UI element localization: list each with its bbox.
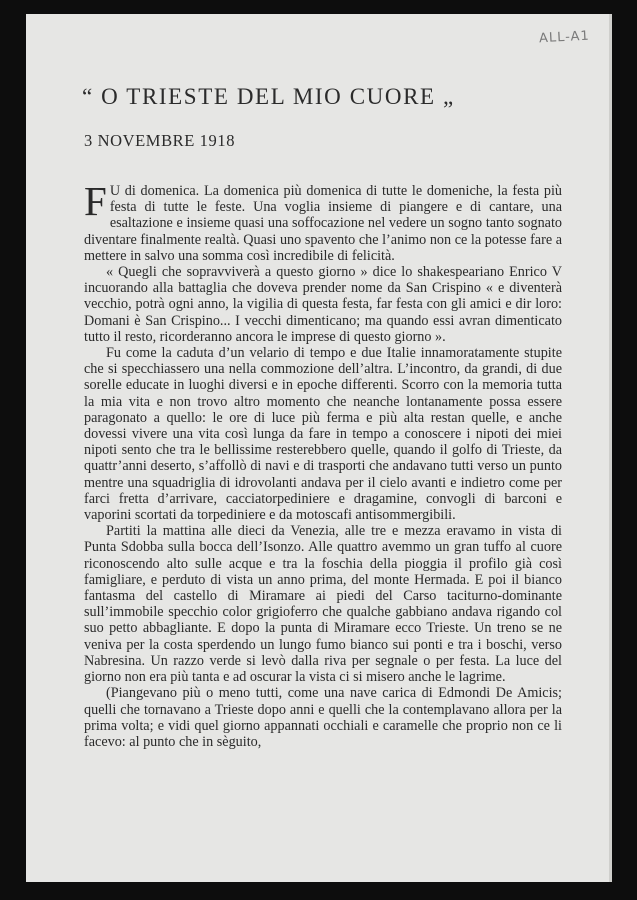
page-title: “ O TRIESTE DEL MIO CUORE „ xyxy=(82,84,455,109)
date-heading: 3 NOVEMBRE 1918 xyxy=(84,131,236,150)
handwritten-annotation: ALL-A1 xyxy=(538,28,591,47)
drop-cap: F xyxy=(84,178,107,224)
paragraph-3: Fu come la caduta d’un velario di tempo e due Italie innamoratamente stupite che si specchiassero una nella commozione dell’altra. L’incontro, da grandi, di due sorelle educate in luoghi diversi e in epoche differenti. Scorro con la memoria tutta la mia vita e non trovo altro momento che neanche lontanamente possa essere paragonato a quello: le ore di luce più ferma e più alta restan quelle, e anche dovessi vivere una vita così lunga da fare in tempo a conoscere i nipoti dei miei nipoti sento che tra le bellissime resterebbero quelle, quando il golfo di Trieste, da quattr’anni deserto, s’affollò di navi e di trasporti che andavano tutti verso un punto mentre una squadriglia di idrovolanti andava per il cielo avanti e indietro come per farci fretta d’arrivare, cacciatorpediniere e dragamine, convogli di barconi e vaporini scortati da torpediniere e da motoscafi antisommergibili. xyxy=(84,345,562,524)
paragraph-4: Partiti la mattina alle dieci da Venezia, alle tre e mezza eravamo in vista di Punta Sdobba sulla bocca dell’Isonzo. Alle quattro avemmo un gran tuffo al cuore riconoscendo alto sulle acque e tra la foschia della pioggia il profilo già così famigliare, e perduto di vista un anno prima, del monte Hermada. E poi il bianco fantasma del castello di Miramare ai piedi del Carso taciturno-dominante sull’immobile specchio color grigioferro che qualche gabbiano andava rigando col suo petto abbagliante. E dopo la punta di Miramare ecco Trieste. Un treno se ne veniva per la costa sperdendo un lungo fumo bianco sui ponti e tra i boschi, verso Nabresina. Un razzo verde si levò dalla riva per segnale o per festa. La luce del giorno non era più tanta e ad oscurar la vista ci si misero anche le lagrime. xyxy=(84,523,562,686)
paragraph-5: (Piangevano più o meno tutti, come una nave carica di Edmondi De Amicis; quelli che tornavano a Trieste dopo anni e quelli che la contemplavano allora per la prima volta; e vidi quel giorno appannati occhiali e caramelle che proprio non ce li facevo: al punto che in sèguito, xyxy=(84,685,562,750)
article-body xyxy=(84,178,562,750)
document-page xyxy=(26,14,612,882)
paragraph-2: « Quegli che sopravviverà a questo giorno » dice lo shakespeariano Enrico V incuorando alla battaglia che doveva prender nome da San Crispino « e diventerà vecchio, potrà ogni anno, la vigilia di questa festa, far festa con gli amici e dir loro: Domani è San Crispino... I vecchi dimenticano; ma quando essi avran dimenticato tutto il resto, ricorderanno ancora le imprese di questo giorno ». xyxy=(84,264,562,345)
paragraph-1-text: U di domenica. La domenica più domenica di tutte le domeniche, la festa più festa di tutte le feste. Una voglia insieme di piangere e di cantare, una esaltazione e insieme quasi una soffocazione nel vedere un sogno tanto sognato diventare finalmente realtà. Quasi uno spavento che l’animo non ce la potesse fare a mettere in salvo una somma così incredibile di felicità. xyxy=(84,183,562,264)
page-edge xyxy=(609,14,612,882)
paragraph-1 xyxy=(84,178,562,264)
